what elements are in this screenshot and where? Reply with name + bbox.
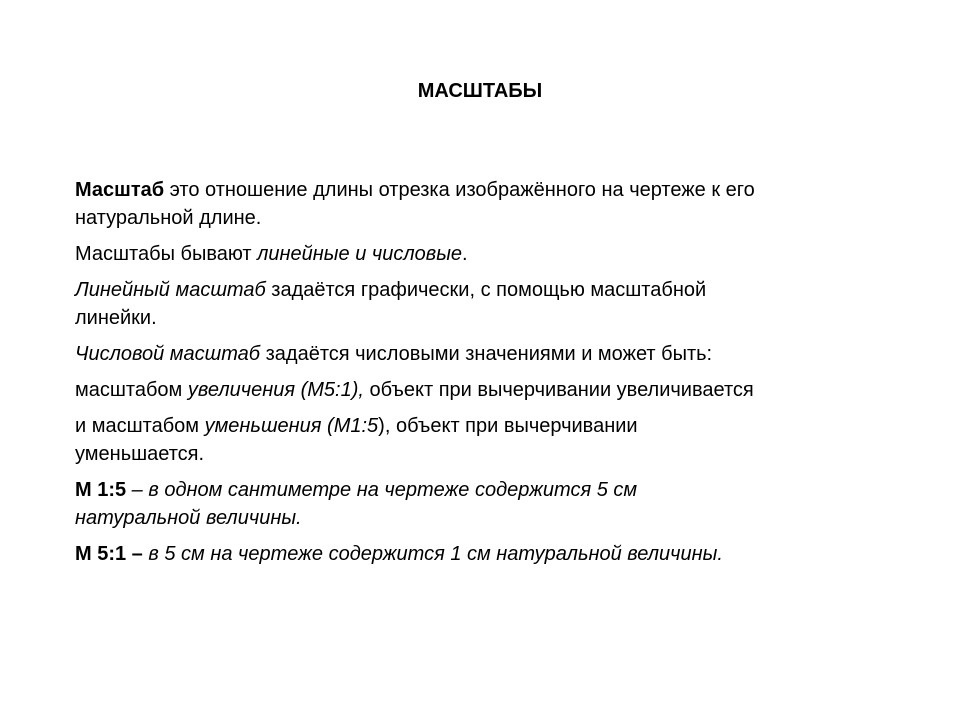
- example-m51-paragraph: [75, 540, 905, 568]
- example-m15-text: – в одном сантиметре на чертеже содержится 5 см: [126, 479, 638, 501]
- linear-scale-text: задаётся графически, с помощью масштабной: [265, 279, 707, 301]
- linear-scale-paragraph: [75, 276, 905, 332]
- scale-types-text: Масштабы бывают: [75, 243, 258, 265]
- definition-text: это отношение длины отрезка изображённого на чертеже к его: [164, 179, 755, 201]
- scale-types-italic: линейные и числовые: [257, 243, 463, 265]
- numeric-scale-term: Числовой масштаб: [75, 343, 261, 365]
- reduction-text-end: ), объект при вычерчивании: [378, 415, 638, 437]
- numeric-scale-paragraph: [75, 340, 905, 368]
- reduction-paragraph: [75, 412, 905, 468]
- example-m51-text: в 5 см на чертеже содержится 1 см натуральной величины.: [142, 543, 723, 565]
- linear-scale-text-cont: линейки.: [75, 307, 157, 329]
- example-m51-label: М 5:1 –: [75, 543, 143, 565]
- slide-body: [75, 176, 905, 568]
- numeric-scale-text: задаётся числовыми значениями и может быть:: [260, 343, 713, 365]
- linear-scale-term: Линейный масштаб: [75, 279, 266, 301]
- enlargement-text-end: объект при вычерчивании увеличивается: [363, 379, 754, 401]
- enlargement-paragraph: [75, 376, 905, 404]
- reduction-italic: уменьшения (М1:5: [204, 415, 379, 437]
- term-scale: Масштаб: [75, 179, 165, 201]
- definition-text-cont: натуральной длине.: [75, 207, 262, 229]
- reduction-text-cont: уменьшается.: [75, 443, 205, 465]
- example-m15-label: М 1:5: [75, 479, 127, 501]
- scale-types-end: .: [462, 243, 468, 265]
- definition-paragraph: [75, 176, 905, 232]
- example-m15-text-cont: натуральной величины.: [75, 507, 302, 529]
- enlargement-text: масштабом: [75, 379, 188, 401]
- example-m15-paragraph: [75, 476, 905, 532]
- slide-title: МАСШТАБЫ: [417, 80, 543, 102]
- scale-types-paragraph: [75, 240, 905, 268]
- enlargement-italic: увеличения (М5:1),: [187, 379, 364, 401]
- reduction-text: и масштабом: [75, 415, 205, 437]
